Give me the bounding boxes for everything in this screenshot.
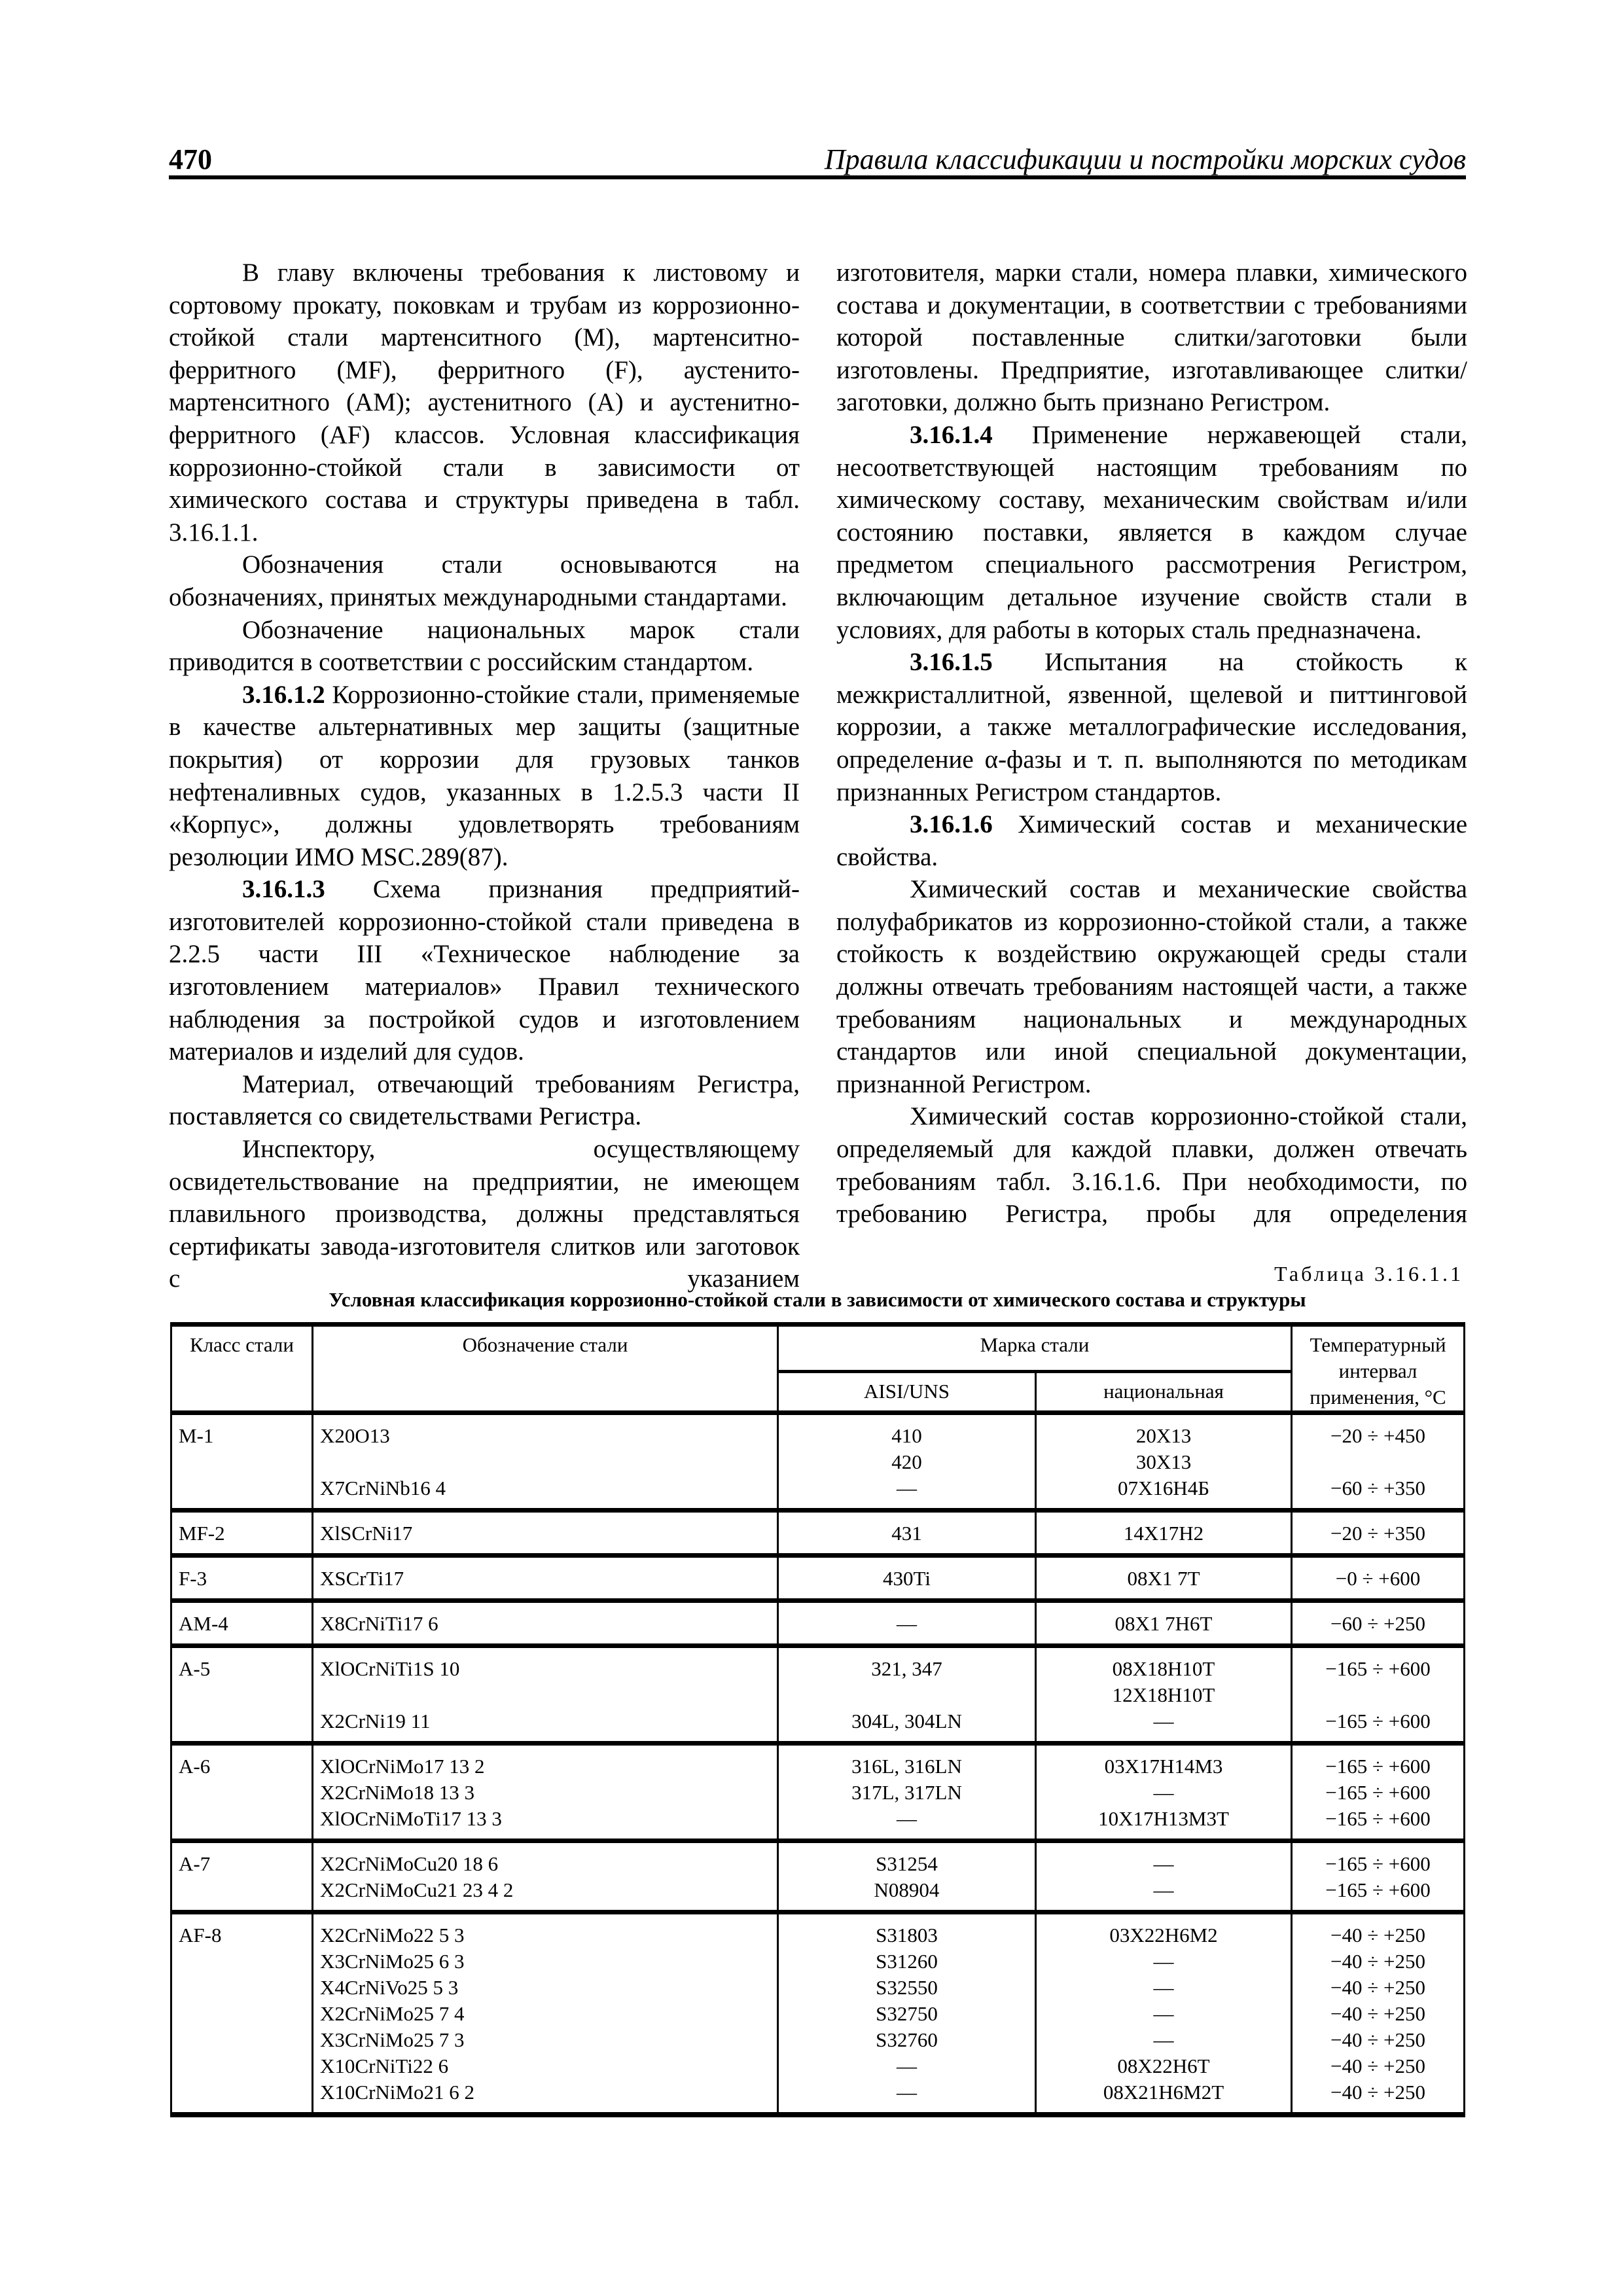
designation-value: X2CrNiMo22 5 3 [320, 1924, 465, 1946]
designation-value: X4CrNiVo25 5 3 [320, 1976, 459, 1999]
cell-class: M-1 [171, 1413, 313, 1511]
temp-value: −165 ÷ +600 [1325, 1657, 1431, 1680]
aisi-value: S32550 [876, 1976, 938, 1999]
cell-national [1036, 1912, 1292, 2115]
temp-value: −165 ÷ +600 [1325, 1755, 1431, 1778]
designation-value: X3CrNiMo25 7 3 [320, 2028, 465, 2051]
national-value: 08X18H10T [1112, 1657, 1215, 1680]
paragraph-text: Обозначения стали основываются на обозначениях, принятых международными стандартами. [169, 550, 800, 611]
aisi-value: S31254 [876, 1852, 938, 1875]
temp-value: −20 ÷ +350 [1330, 1522, 1425, 1545]
cell-designation [313, 1912, 778, 2115]
aisi-value: 410 [891, 1424, 922, 1447]
steel-classification-table [170, 1322, 1465, 2117]
temp-value: −60 ÷ +350 [1330, 1477, 1425, 1499]
paragraph [169, 1133, 800, 1295]
cell-temp [1292, 1841, 1465, 1912]
table-row [171, 1744, 1465, 1841]
aisi-value: S31260 [876, 1950, 938, 1973]
paragraph [169, 873, 800, 1068]
temp-value: −40 ÷ +250 [1330, 2054, 1425, 2077]
national-value: — [1153, 1950, 1174, 1973]
aisi-value: — [897, 2081, 917, 2104]
cell-aisi [778, 1646, 1036, 1744]
aisi-value: N08904 [874, 1878, 940, 1901]
designation-value: XlOCrNiMo17 13 2 [320, 1755, 485, 1778]
temp-value: −40 ÷ +250 [1330, 1924, 1425, 1946]
paragraph-text: Схема признания предприятий-изготовителей коррозионно-стойкой стали приведена в 2.2.5 части III «Техническое наблюдение за изготовлением материалов» Правил технического наблюдения за постройкой судов и изготовлением материалов и изделий для судов. [169, 875, 800, 1066]
national-value: — [1153, 2028, 1174, 2051]
designation-value: X10CrNiMo21 6 2 [320, 2081, 474, 2104]
cell-aisi [778, 1556, 1036, 1601]
page-number: 470 [169, 143, 212, 175]
paragraph-text: Химический состав коррозионно-стойкой стали, определяемый для каждой плавки, должен отвечать требованиям табл. 3.16.1.6. При необходимости, по требованию Регистра, пробы для определения [836, 1102, 1467, 1229]
temp-value [1299, 1449, 1457, 1475]
cell-aisi [778, 1744, 1036, 1841]
cell-aisi [778, 1413, 1036, 1511]
paragraph-text: Инспектору, осуществляющему освидетельствование на предприятии, не имеющем плавильного производства, должны представляться сертификаты завода-изготовителя слитков или заготовок с указанием [169, 1135, 800, 1293]
designation-value: X7CrNiNb16 4 [320, 1477, 446, 1499]
cell-aisi [778, 1841, 1036, 1912]
aisi-value: — [897, 1477, 917, 1499]
designation-value: X2CrNiMoCu21 23 4 2 [320, 1878, 514, 1901]
national-value: 08X22H6T [1117, 2054, 1210, 2077]
table-row [171, 1511, 1465, 1556]
aisi-value: 316L, 316LN [851, 1755, 962, 1778]
cell-designation [313, 1413, 778, 1511]
designation-value: X2CrNiMo18 13 3 [320, 1781, 474, 1804]
header-grade: Марка стали [778, 1325, 1292, 1372]
national-value: 08X1 7T [1127, 1567, 1200, 1590]
cell-national [1036, 1413, 1292, 1511]
cell-national [1036, 1646, 1292, 1744]
cell-national [1036, 1511, 1292, 1556]
table-row [171, 1841, 1465, 1912]
designation-value: X2CrNi19 11 [320, 1710, 431, 1732]
clause-number: 3.16.1.2 [242, 680, 325, 709]
cell-designation [313, 1744, 778, 1841]
temp-value: −165 ÷ +600 [1325, 1807, 1431, 1830]
paragraph [169, 614, 800, 679]
paragraph [836, 257, 1467, 419]
cell-class: A-7 [171, 1841, 313, 1912]
cell-designation [313, 1646, 778, 1744]
table-row [171, 1413, 1465, 1511]
aisi-value: S32750 [876, 2002, 938, 2025]
cell-temp [1292, 1744, 1465, 1841]
national-value: 08X1 7H6T [1115, 1612, 1213, 1635]
paragraph [836, 646, 1467, 808]
table-row [171, 1601, 1465, 1646]
clause-number: 3.16.1.3 [242, 875, 325, 904]
temp-value [1299, 1682, 1457, 1708]
cell-designation [313, 1556, 778, 1601]
aisi-value: S31803 [876, 1924, 938, 1946]
national-value: — [1153, 1976, 1174, 1999]
cell-temp [1292, 1912, 1465, 2115]
cell-aisi [778, 1511, 1036, 1556]
temp-value: −40 ÷ +250 [1330, 2081, 1425, 2104]
cell-aisi [778, 1912, 1036, 2115]
national-value: — [1153, 1852, 1174, 1875]
temp-value: −60 ÷ +250 [1330, 1612, 1425, 1635]
temp-value: −20 ÷ +450 [1330, 1424, 1425, 1447]
paragraph-text: Химический состав и механические свойства полуфабрикатов из коррозионно-стойкой стали, а также стойкость к воздействию окружающей среды стали должны отвечать требованиям настоящей части, а также требованиям национальных и международных стандартов или иной специальной документации, признанной Регистром. [836, 875, 1467, 1098]
header-aisi: AISI/UNS [778, 1371, 1036, 1412]
paragraph [836, 873, 1467, 1100]
cell-class: F-3 [171, 1556, 313, 1601]
cell-temp [1292, 1556, 1465, 1601]
header-national: национальная [1036, 1371, 1292, 1412]
left-column [169, 257, 800, 1295]
aisi-value: — [897, 1612, 917, 1635]
aisi-value: 420 [891, 1450, 922, 1473]
cell-designation [313, 1511, 778, 1556]
paragraph-text: Материал, отвечающий требованиям Регистра, поставляется со свидетельствами Регистра. [169, 1069, 800, 1131]
aisi-value: 317L, 317LN [851, 1781, 962, 1804]
temp-value: −40 ÷ +250 [1330, 1950, 1425, 1973]
cell-temp [1292, 1511, 1465, 1556]
paragraph [169, 1068, 800, 1133]
temp-value: −40 ÷ +250 [1330, 2002, 1425, 2025]
national-value: 20X13 [1135, 1424, 1192, 1447]
running-title: Правила классификации и постройки морских судов [824, 143, 1466, 175]
cell-class: MF-2 [171, 1511, 313, 1556]
cell-class: A-5 [171, 1646, 313, 1744]
designation-value: XSCrTi17 [320, 1567, 404, 1590]
paragraph [836, 1100, 1467, 1230]
national-value: 03X22H6M2 [1109, 1924, 1218, 1946]
header-temp: Температурный интервал применения, °C [1292, 1325, 1465, 1413]
designation-value: XlOCrNiMoTi17 13 3 [320, 1807, 502, 1830]
national-value: — [1153, 1878, 1174, 1901]
national-value: 14X17H2 [1123, 1522, 1204, 1545]
designation-value: XlSCrNi17 [320, 1522, 413, 1545]
aisi-value: 430Ti [883, 1567, 931, 1590]
national-value: — [1153, 1710, 1174, 1732]
table-number: Таблица 3.16.1.1 [1274, 1262, 1463, 1285]
paragraph-text: Обозначение национальных марок стали приводится в соответствии с российским стандартом. [169, 615, 800, 677]
cell-national [1036, 1841, 1292, 1912]
cell-designation [313, 1601, 778, 1646]
clause-number: 3.16.1.6 [910, 810, 993, 839]
table-row [171, 1556, 1465, 1601]
designation-value: X10CrNiTi22 6 [320, 2054, 449, 2077]
aisi-value: — [897, 1807, 917, 1830]
designation-value [320, 1682, 770, 1708]
paragraph [169, 548, 800, 613]
paragraph-text: Химический состав и механические свойства. [836, 810, 1468, 871]
designation-value: X2CrNiMoCu20 18 6 [320, 1852, 499, 1875]
aisi-value: 304L, 304LN [851, 1710, 962, 1732]
right-column [836, 257, 1467, 1230]
cell-temp [1292, 1601, 1465, 1646]
designation-value: XlOCrNiTi1S 10 [320, 1657, 460, 1680]
aisi-value: S32760 [876, 2028, 938, 2051]
header-rule [169, 175, 1466, 179]
designation-value: X8CrNiTi17 6 [320, 1612, 438, 1635]
cell-class: AF-8 [171, 1912, 313, 2115]
clause-number: 3.16.1.5 [910, 648, 993, 677]
cell-class: A-6 [171, 1744, 313, 1841]
table-row [171, 1912, 1465, 2115]
temp-value: −165 ÷ +600 [1325, 1852, 1431, 1875]
designation-value [320, 1449, 770, 1475]
cell-temp [1292, 1646, 1465, 1744]
aisi-value [785, 1682, 1028, 1708]
header-designation: Обозначение стали [313, 1325, 778, 1413]
national-value: 07X16H4Б [1117, 1477, 1210, 1499]
cell-class: AM-4 [171, 1601, 313, 1646]
cell-aisi [778, 1601, 1036, 1646]
national-value: 30X13 [1135, 1450, 1192, 1473]
national-value: 03X17H14M3 [1104, 1755, 1223, 1778]
paragraph-text: Испытания на стойкость к межкристаллитной, язвенной, щелевой и питтинговой коррозии, а также металлографические исследования, определение α-фазы и т. п. выполняются по методикам признанных Регистром стандартов. [836, 648, 1468, 806]
national-value: 12X18H10T [1112, 1683, 1215, 1706]
aisi-value: — [897, 2054, 917, 2077]
paragraph-text: В главу включены требования к листовому и сортовому прокату, поковкам и трубам из коррозионно-стойкой стали мартенситного (M), мартенситно-ферритного (MF), ферритного (F), аустенито-мартенситного (AM); аустенитного (A) и аустенитно-ферритного (AF) классов. Условная классификация коррозионно-стойкой стали в зависимости от химического состава и структуры приведена в табл. 3.16.1.1. [169, 259, 800, 547]
national-value: 10X17H13M3T [1098, 1807, 1229, 1830]
designation-value: X2CrNiMo25 7 4 [320, 2002, 465, 2025]
clause-number: 3.16.1.4 [910, 420, 993, 449]
paragraph-text: Применение нержавеющей стали, несоответствующей настоящим требованиям по химическому составу, механическим свойствам и/или состоянию поставки, является в каждом случае предметом специального рассмотрения Регистром, включающим детальное изучение свойств стали в условиях, для работы в которых сталь предназначена. [836, 420, 1467, 644]
national-value: — [1153, 1781, 1174, 1804]
table-caption: Условная классификация коррозионно-стойкой стали в зависимости от химического состава и структуры [329, 1288, 1306, 1311]
paragraph [169, 257, 800, 548]
aisi-value: 321, 347 [871, 1657, 942, 1680]
cell-national [1036, 1556, 1292, 1601]
designation-value: X3CrNiMo25 6 3 [320, 1950, 465, 1973]
national-value: 08X21H6M2T [1103, 2081, 1224, 2104]
cell-temp [1292, 1413, 1465, 1511]
table-row [171, 1646, 1465, 1744]
cell-designation [313, 1841, 778, 1912]
temp-value: −165 ÷ +600 [1325, 1878, 1431, 1901]
header-class: Класс стали [171, 1325, 313, 1413]
temp-value: −40 ÷ +250 [1330, 1976, 1425, 1999]
paragraph [836, 419, 1467, 646]
temp-value: −165 ÷ +600 [1325, 1781, 1431, 1804]
paragraph-text: Коррозионно-стойкие стали, применяемые в качестве альтернативных мер защиты (защитные покрытия) от коррозии для грузовых танков нефтеналивных судов, указанных в 1.2.5.3 части II «Корпус», должны удовлетворять требованиям резолюции ИМО MSC.289(87). [169, 680, 800, 871]
temp-value: −165 ÷ +600 [1325, 1710, 1431, 1732]
aisi-value: 431 [891, 1522, 922, 1545]
paragraph [169, 679, 800, 874]
cell-national [1036, 1601, 1292, 1646]
temp-value: −40 ÷ +250 [1330, 2028, 1425, 2051]
national-value: — [1153, 2002, 1174, 2025]
cell-national [1036, 1744, 1292, 1841]
paragraph-text: изготовителя, марки стали, номера плавки, химического состава и документации, в соответствии с требованиями которой поставленные слитки/заготовки были изготовлены. Предприятие, изготавливающее слитки/заготовки, должно быть признано Регистром. [836, 259, 1467, 417]
paragraph [836, 808, 1467, 873]
temp-value: −0 ÷ +600 [1335, 1567, 1421, 1590]
designation-value: X20O13 [320, 1424, 390, 1447]
